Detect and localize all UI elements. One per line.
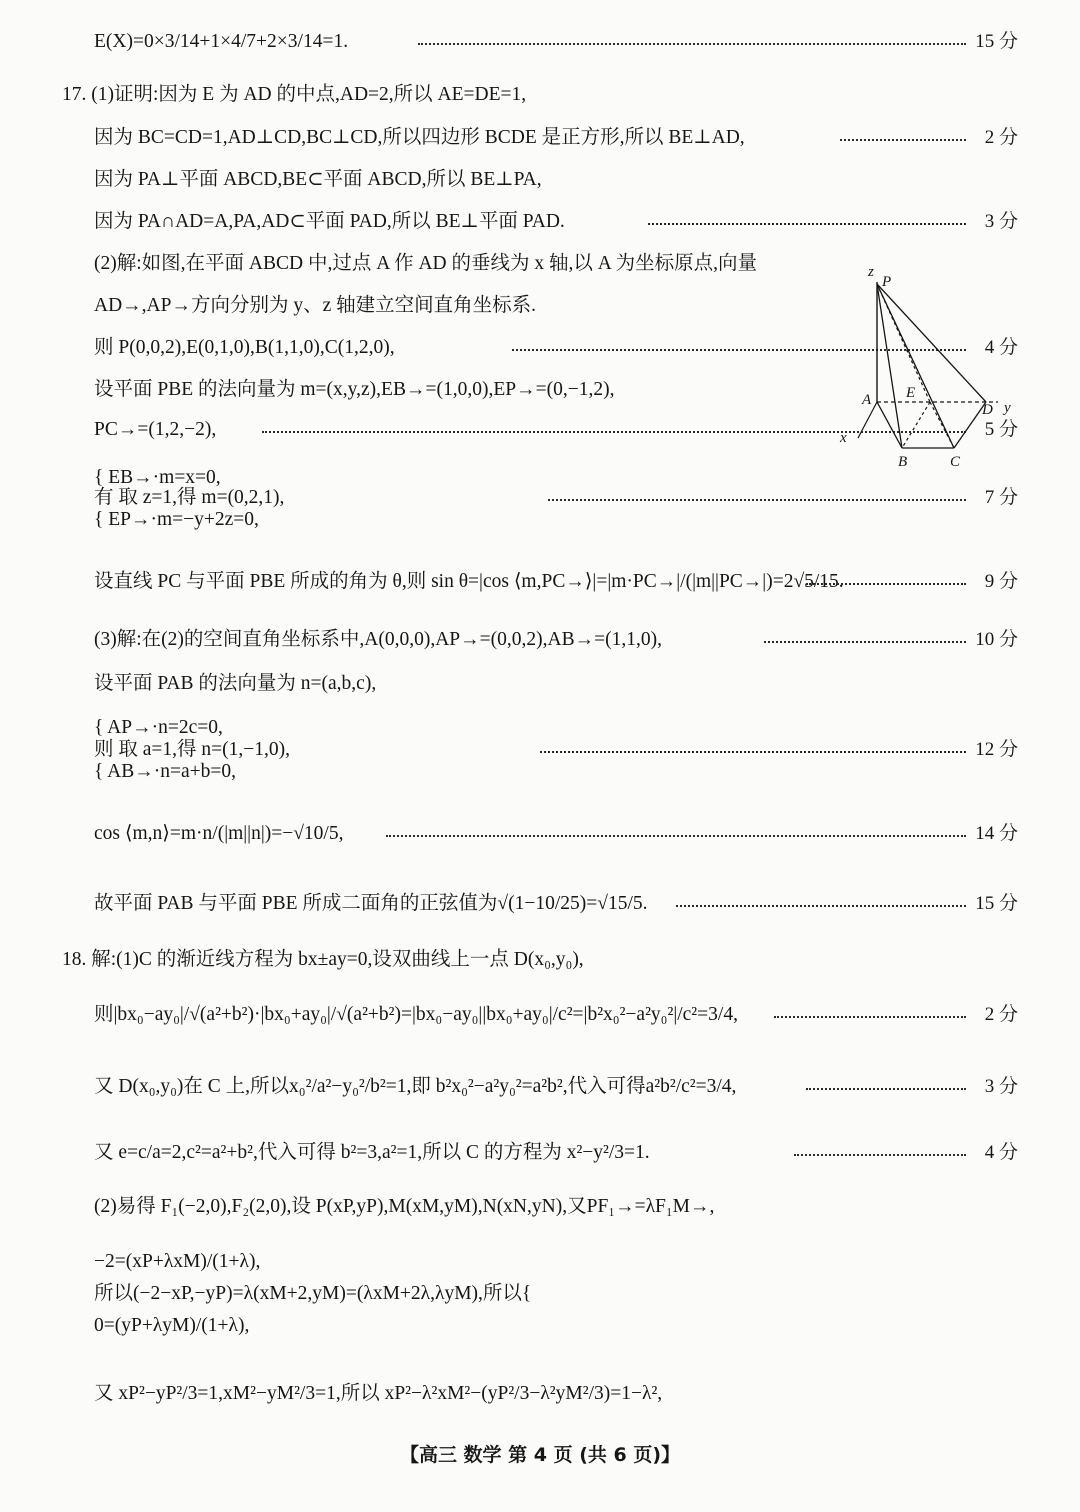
solution-text: { AP→·n=2c=0, xyxy=(94,717,223,738)
solution-text: 0=(yP+λyM)/(1+λ), xyxy=(94,1315,250,1336)
solution-text: 17. (1)证明:因为 E 为 AD 的中点,AD=2,所以 AE=DE=1, xyxy=(62,84,527,105)
solution-line xyxy=(0,623,1080,657)
solution-text: E(X)=0×3/14+1×4/7+2×3/14=1. xyxy=(94,31,349,52)
solution-line xyxy=(0,998,1080,1032)
solution-line xyxy=(0,943,1080,977)
leader-dots xyxy=(648,223,966,225)
solution-line xyxy=(0,78,1080,112)
solution-text: 又 D(x₀,y₀)在 C 上,所以x₀²/a²−y₀²/b²=1,即 b²x₀²−a²y₀²=a²b²,代入可得a²b²/c²=3/4, xyxy=(94,1076,737,1097)
solution-text: 又 xP²−yP²/3=1,xM²−yM²/3=1,所以 xP²−λ²xM²−(yP²/3−λ²yM²/3)=1−λ², xyxy=(94,1383,663,1404)
fig-label: B xyxy=(898,454,908,470)
solution-line xyxy=(0,503,1080,537)
leader-dots xyxy=(386,835,966,837)
solution-text: 设直线 PC 与平面 PBE 所成的角为 θ,则 sin θ=|cos ⟨m,PC→⟩|=|m·PC→|/(|m||PC→|)=2√5/15. xyxy=(94,571,844,592)
score-mark: 15 分 xyxy=(975,31,1018,52)
score-mark: 2 分 xyxy=(984,1004,1018,1025)
solution-line xyxy=(0,755,1080,789)
leader-dots xyxy=(676,905,966,907)
solution-line xyxy=(0,205,1080,239)
solution-line xyxy=(0,1070,1080,1104)
leader-dots xyxy=(840,139,966,141)
leader-dots xyxy=(548,499,966,501)
score-mark: 15 分 xyxy=(975,893,1018,914)
solution-line xyxy=(0,1190,1080,1224)
page-footer: 【高三 数学 第 4 页 (共 6 页)】 xyxy=(399,1444,681,1466)
leader-dots xyxy=(774,1016,966,1018)
fig-label: D xyxy=(982,402,993,418)
solution-line xyxy=(0,1245,1080,1279)
solution-text: (2)解:如图,在平面 ABCD 中,过点 A 作 AD 的垂线为 x 轴,以 A 为坐标原点,向量 xyxy=(94,253,758,274)
solution-line xyxy=(0,1277,1080,1311)
solution-text: (2)易得 F₁(−2,0),F₂(2,0),设 P(xP,yP),M(xM,yM),N(xN,yN),又PF₁→=λF₁M→, xyxy=(94,1196,715,1217)
leader-dots xyxy=(806,1088,966,1090)
solution-text: 故平面 PAB 与平面 PBE 所成二面角的正弦值为√(1−10/25)=√15/5. xyxy=(94,893,648,914)
solution-text: 则|bx₀−ay₀|/√(a²+b²)·|bx₀+ay₀|/√(a²+b²)=|bx₀−ay₀||bx₀+ay₀|/c²=|b²x₀²−a²y₀²|/c²=3/4, xyxy=(94,1004,738,1025)
score-mark: 9 分 xyxy=(984,571,1018,592)
solution-text: 因为 BC=CD=1,AD⊥CD,BC⊥CD,所以四边形 BCDE 是正方形,所以 BE⊥AD, xyxy=(94,127,745,148)
leader-dots xyxy=(794,1154,966,1156)
solution-text: (3)解:在(2)的空间直角坐标系中,A(0,0,0),AP→=(0,0,2),AB→=(1,1,0), xyxy=(94,629,662,650)
solution-line xyxy=(0,887,1080,921)
solution-line xyxy=(0,1309,1080,1343)
score-mark: 2 分 xyxy=(984,127,1018,148)
leader-dots xyxy=(418,43,966,45)
score-mark: 7 分 xyxy=(984,487,1018,508)
solution-line xyxy=(0,817,1080,851)
score-mark: 4 分 xyxy=(984,1142,1018,1163)
fig-label: E xyxy=(906,385,916,401)
solution-text: 设平面 PAB 的法向量为 n=(a,b,c), xyxy=(94,673,377,694)
score-mark: 3 分 xyxy=(984,1076,1018,1097)
score-mark: 10 分 xyxy=(975,629,1018,650)
solution-line xyxy=(0,565,1080,599)
score-mark: 3 分 xyxy=(984,211,1018,232)
solution-line xyxy=(0,25,1080,59)
fig-label: y xyxy=(1004,400,1011,416)
solution-text: 因为 PA⊥平面 ABCD,BE⊂平面 ABCD,所以 BE⊥PA, xyxy=(94,169,542,190)
solution-text: 所以(−2−xP,−yP)=λ(xM+2,yM)=(λxM+2λ,λyM),所以{ xyxy=(94,1283,532,1304)
solution-text: cos ⟨m,n⟩=m·n/(|m||n|)=−√10/5, xyxy=(94,823,344,844)
fig-label: A xyxy=(862,392,872,408)
solution-line xyxy=(0,667,1080,701)
solution-text: 设平面 PBE 的法向量为 m=(x,y,z),EB→=(1,0,0),EP→=(0,−1,2), xyxy=(94,379,615,400)
fig-label: z xyxy=(868,264,874,280)
solution-text: { EP→·m=−y+2z=0, xyxy=(94,509,259,530)
leader-dots xyxy=(540,751,966,753)
solution-text: 18. 解:(1)C 的渐近线方程为 bx±ay=0,设双曲线上一点 D(x₀,y₀), xyxy=(62,949,584,970)
solution-text: 又 e=c/a=2,c²=a²+b²,代入可得 b²=3,a²=1,所以 C 的方程为 x²−y²/3=1. xyxy=(94,1142,650,1163)
solution-line xyxy=(0,1377,1080,1411)
score-mark: 12 分 xyxy=(975,739,1018,760)
solution-text: −2=(xP+λxM)/(1+λ), xyxy=(94,1251,261,1272)
fig-label: C xyxy=(950,454,961,470)
coordinate-pyramid-figure xyxy=(830,262,1020,472)
solution-line xyxy=(0,163,1080,197)
score-mark: 4 分 xyxy=(984,337,1018,358)
solution-text: 则 取 a=1,得 n=(1,−1,0), xyxy=(94,739,291,760)
solution-line xyxy=(0,121,1080,155)
leader-dots xyxy=(806,583,966,585)
score-mark: 5 分 xyxy=(984,419,1018,440)
solution-text: 因为 PA∩AD=A,PA,AD⊂平面 PAD,所以 BE⊥平面 PAD. xyxy=(94,211,565,232)
solution-text: { AB→·n=a+b=0, xyxy=(94,761,237,782)
leader-dots xyxy=(764,641,966,643)
solution-text: AD→,AP→方向分别为 y、z 轴建立空间直角坐标系. xyxy=(94,295,536,316)
fig-label: P xyxy=(882,274,892,290)
fig-label: x xyxy=(840,430,847,446)
solution-line xyxy=(0,1136,1080,1170)
solution-text: 有 取 z=1,得 m=(0,2,1), xyxy=(94,487,285,508)
score-mark: 14 分 xyxy=(975,823,1018,844)
solution-text: { EB→·m=x=0, xyxy=(94,467,221,488)
solution-text: 则 P(0,0,2),E(0,1,0),B(1,1,0),C(1,2,0), xyxy=(94,337,395,358)
solution-text: PC→=(1,2,−2), xyxy=(94,419,217,440)
